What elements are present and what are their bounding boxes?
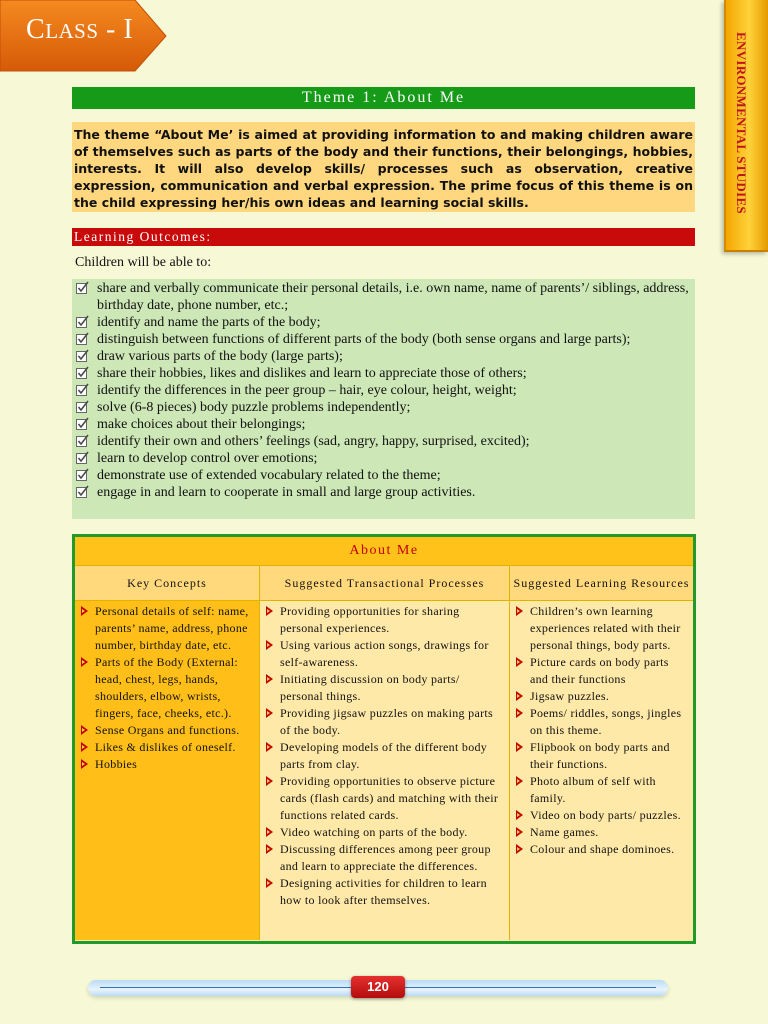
header-transactional-processes: Suggested Transactional Processes (260, 566, 510, 600)
arrow-bullet-icon (516, 810, 523, 820)
arrow-bullet-icon (516, 691, 523, 701)
resource-item (516, 688, 689, 705)
process-item (266, 875, 505, 909)
learning-outcomes-list (76, 280, 691, 501)
process-item-text: Developing models of the different body parts from clay. (280, 740, 488, 771)
header-learning-resources: Suggested Learning Resources (513, 576, 690, 590)
key-concept-item (81, 603, 255, 654)
outcome-item-text: distinguish between functions of different parts of the body (both sense organs and large parts); (97, 332, 631, 347)
learning-outcomes-heading: Learning Outcomes: (72, 228, 695, 246)
outcome-item-text: engage in and learn to cooperate in small and large group activities. (97, 485, 476, 500)
arrow-bullet-icon (81, 725, 88, 735)
outcome-item-text: solve (6-8 pieces) body puzzle problems independently; (97, 400, 411, 415)
outcome-item (76, 348, 691, 365)
key-concept-item-text: Likes & dislikes of oneself. (95, 740, 236, 754)
resource-item (516, 841, 689, 858)
outcome-item-text: learn to develop control over emotions; (97, 451, 318, 466)
arrow-bullet-icon (81, 606, 88, 616)
resources-cell (510, 601, 693, 940)
outcome-item-text: draw various parts of the body (large parts); (97, 349, 343, 364)
process-item (266, 841, 505, 875)
class-tab (0, 0, 168, 72)
outcome-item (76, 280, 691, 314)
resource-item (516, 654, 689, 688)
process-item-text: Providing opportunities for sharing personal experiences. (280, 604, 460, 635)
process-item (266, 705, 505, 739)
arrow-bullet-icon (516, 606, 523, 616)
process-item (266, 739, 505, 773)
key-concept-item (81, 722, 255, 739)
page-number: 120 (351, 976, 405, 998)
outcome-item (76, 416, 691, 433)
process-item-text: Providing jigsaw puzzles on making parts of the body. (280, 706, 493, 737)
arrow-bullet-icon (266, 674, 273, 684)
learning-outcomes-list-box (72, 279, 695, 519)
resource-item (516, 705, 689, 739)
subject-label: ENVIRONMENTAL STUDIES (734, 32, 749, 214)
class-label: CLASS - I (26, 14, 134, 45)
outcome-item (76, 467, 691, 484)
process-item-text: Using various action songs, drawings for self-awareness. (280, 638, 489, 669)
table-title: About Me (75, 537, 693, 566)
arrow-bullet-icon (516, 844, 523, 854)
resource-item-text: Children’s own learning experiences related with their personal things, body parts. (530, 604, 681, 652)
arrow-bullet-icon (81, 657, 88, 667)
outcome-item (76, 314, 691, 331)
process-item-text: Providing opportunities to observe picture cards (flash cards) and matching with their functions related cards. (280, 774, 499, 822)
process-item (266, 824, 505, 841)
arrow-bullet-icon (81, 759, 88, 769)
process-item (266, 637, 505, 671)
arrow-bullet-icon (266, 640, 273, 650)
outcome-item-text: identify their own and others’ feelings (sad, angry, happy, surprised, excited); (97, 434, 530, 449)
arrow-bullet-icon (266, 776, 273, 786)
process-item-text: Video watching on parts of the body. (280, 825, 468, 839)
subject-side-tab (724, 0, 768, 252)
key-concept-item (81, 739, 255, 756)
table-header-row (75, 566, 693, 601)
arrow-bullet-icon (266, 844, 273, 854)
resource-item (516, 773, 689, 807)
process-item (266, 773, 505, 824)
about-me-table (72, 534, 696, 944)
process-item-text: Discussing differences among peer group and learn to appreciate the differences. (280, 842, 491, 873)
arrow-bullet-icon (516, 742, 523, 752)
key-concept-item-text: Parts of the Body (External: head, chest, legs, hands, shoulders, elbow, wrists, fingers, face, cheeks, etc.). (95, 655, 239, 720)
arrow-bullet-icon (266, 878, 273, 888)
resource-item-text: Colour and shape dominoes. (530, 842, 675, 856)
theme-title: Theme 1: About Me (72, 87, 695, 109)
key-concept-item (81, 756, 255, 773)
process-item-text: Initiating discussion on body parts/ personal things. (280, 672, 460, 703)
key-concept-item-text: Personal details of self: name, parents’ name, address, phone number, birthday date, etc. (95, 604, 249, 652)
outcome-item-text: make choices about their belongings; (97, 417, 306, 432)
theme-intro: The theme “About Me’ is aimed at providing information to and making children aware of themselves such as parts of the body and their functions, their belongings, hobbies, interests. It will also develop skills/ processes such as observation, creative expression, communication and verbal expression. The prime focus of this theme is on the child expressing her/his own ideas and learning social skills. (72, 122, 695, 212)
process-item-text: Designing activities for children to learn how to look after themselves. (280, 876, 487, 907)
resource-item (516, 603, 689, 654)
resource-item-text: Poems/ riddles, songs, jingles on this theme. (530, 706, 682, 737)
outcome-item (76, 484, 691, 501)
arrow-bullet-icon (516, 657, 523, 667)
outcome-item-text: share their hobbies, likes and dislikes and learn to appreciate those of others; (97, 366, 527, 381)
key-concept-item-text: Sense Organs and functions. (95, 723, 240, 737)
arrow-bullet-icon (516, 708, 523, 718)
outcome-item (76, 399, 691, 416)
outcome-item-text: identify the differences in the peer group – hair, eye colour, height, weight; (97, 383, 517, 398)
processes-cell (260, 601, 510, 940)
key-concept-item (81, 654, 255, 722)
key-concepts-cell (75, 601, 260, 940)
arrow-bullet-icon (81, 742, 88, 752)
resource-item-text: Photo album of self with family. (530, 774, 656, 805)
resource-item (516, 739, 689, 773)
learning-outcomes-intro: Children will be able to: (75, 255, 212, 270)
key-concept-item-text: Hobbies (95, 757, 138, 771)
arrow-bullet-icon (266, 827, 273, 837)
outcome-item-text: identify and name the parts of the body; (97, 315, 321, 330)
outcome-item-text: demonstrate use of extended vocabulary related to the theme; (97, 468, 441, 483)
outcome-item-text: share and verbally communicate their personal details, i.e. own name, name of parents’/ siblings, address, birthday date, phone number, etc.; (97, 281, 689, 313)
arrow-bullet-icon (266, 708, 273, 718)
process-item (266, 671, 505, 705)
outcome-item (76, 450, 691, 467)
header-key-concepts: Key Concepts (75, 566, 260, 600)
resource-item (516, 824, 689, 841)
arrow-bullet-icon (516, 827, 523, 837)
outcome-item (76, 331, 691, 348)
resource-item-text: Picture cards on body parts and their functions (530, 655, 669, 686)
outcome-item (76, 433, 691, 450)
resource-item-text: Name games. (530, 825, 599, 839)
resource-item (516, 807, 689, 824)
outcome-item (76, 382, 691, 399)
resource-item-text: Jigsaw puzzles. (530, 689, 610, 703)
resource-item-text: Video on body parts/ puzzles. (530, 808, 681, 822)
table-body-row (75, 601, 693, 940)
outcome-item (76, 365, 691, 382)
arrow-bullet-icon (266, 742, 273, 752)
arrow-bullet-icon (266, 606, 273, 616)
arrow-bullet-icon (516, 776, 523, 786)
resource-item-text: Flipbook on body parts and their functions. (530, 740, 670, 771)
process-item (266, 603, 505, 637)
